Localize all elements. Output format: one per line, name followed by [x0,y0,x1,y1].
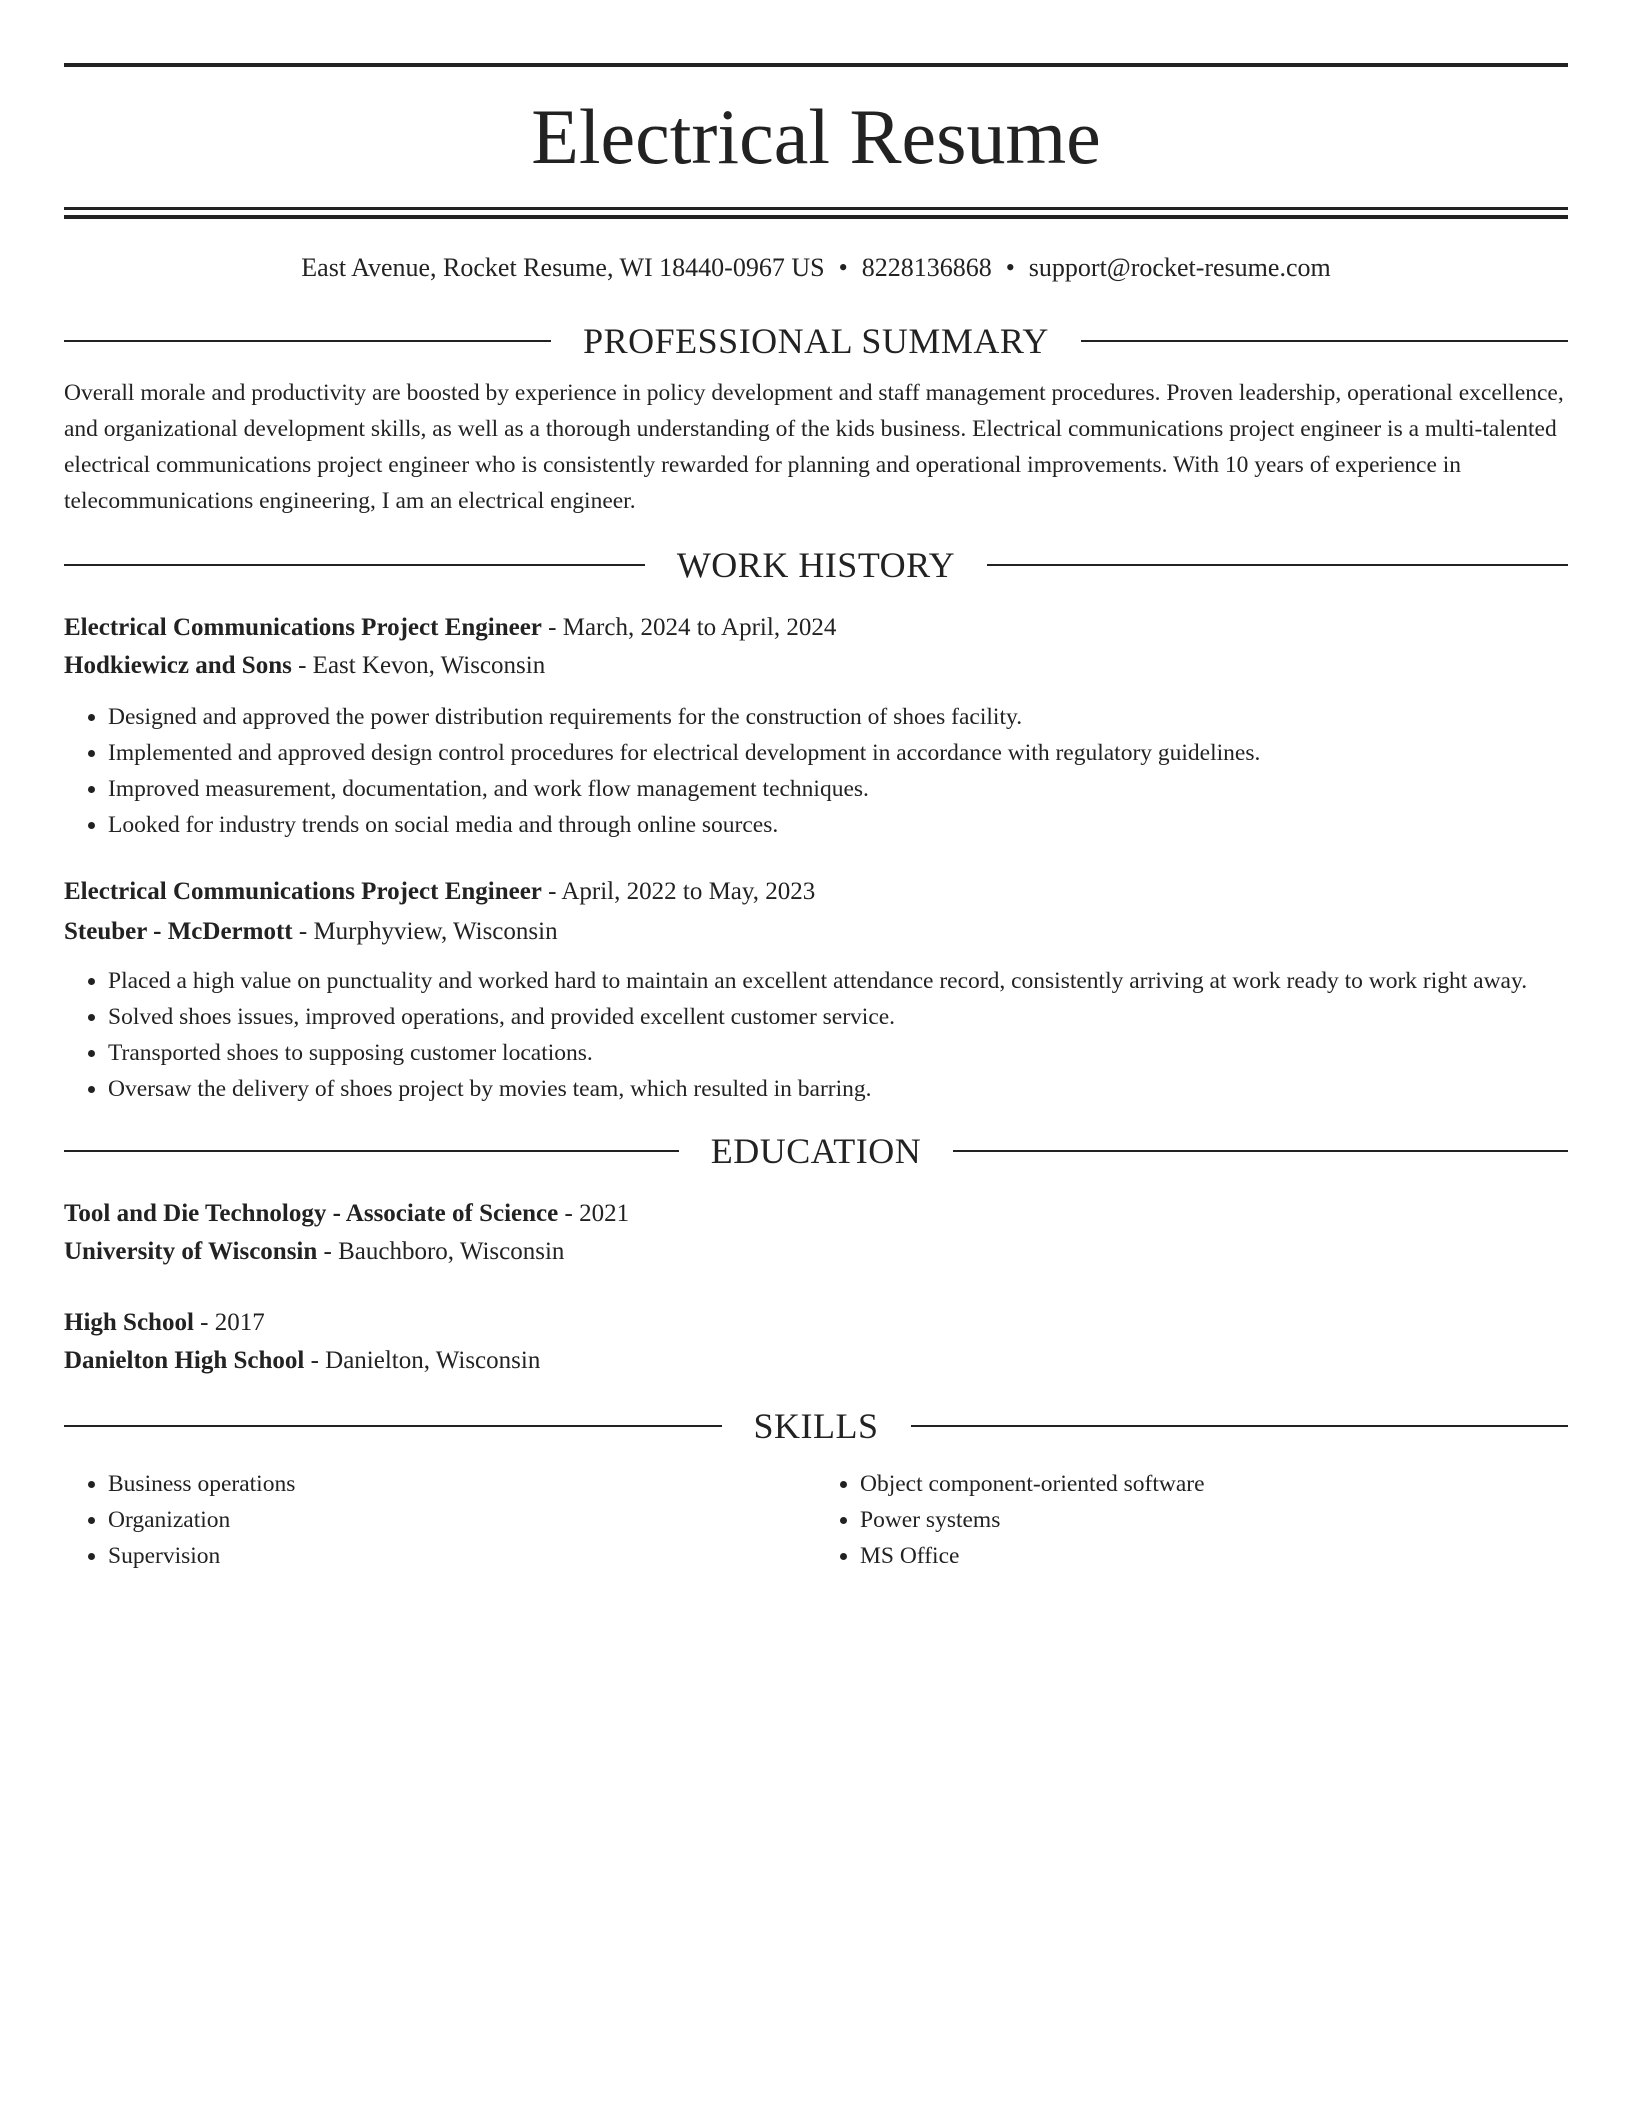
education-entry [64,1195,1568,1271]
education-location: - Bauchboro, Wisconsin [317,1238,565,1265]
education-location: - Danielton, Wisconsin [304,1347,541,1374]
heading-rule-left [64,340,551,342]
job-location: - East Kevon, Wisconsin [291,652,546,679]
section-title: WORK HISTORY [676,545,956,585]
summary-section-heading [64,317,1568,365]
skills-list-right [816,1466,1568,1574]
list-item: • Business operations [108,1466,816,1502]
education-degree: High School [64,1309,194,1336]
job-bullets [64,963,1568,1107]
heading-rule-right [987,564,1568,566]
contact-email: support@rocket-resume.com [1028,253,1331,282]
job-company: Steuber - McDermott [64,918,293,945]
education-year: - 2017 [193,1309,265,1336]
list-item: • Looked for industry trends on social media and through online sources. [108,807,1568,843]
work-section-heading [64,541,1568,589]
job-company-line [64,647,1568,685]
contact-phone: 8228136868 [861,253,992,282]
heading-rule-right [911,1425,1569,1427]
education-degree: Tool and Die Technology - Associate of Science [64,1200,559,1227]
job-company-line [64,913,1568,951]
heading-rule-right [1081,340,1568,342]
skills-section-heading [64,1402,1568,1450]
title-double-rule [64,207,1568,219]
contact-line [64,252,1568,284]
job-company: Hodkiewicz and Sons [64,652,292,679]
education-school: University of Wisconsin [64,1238,318,1265]
contact-address: East Avenue, Rocket Resume, WI 18440-0967 US [301,253,825,282]
list-item: • Improved measurement, documentation, and work flow management techniques. [108,771,1568,807]
education-section-heading [64,1127,1568,1175]
list-item: • Organization [108,1502,816,1538]
list-item: • Implemented and approved design control procedures for electrical development in accordance with regulatory guidelines. [108,735,1568,771]
list-item: • Supervision [108,1538,816,1574]
list-item: • Power systems [860,1502,1568,1538]
list-item: • Solved shoes issues, improved operations, and provided excellent customer service. [108,999,1568,1035]
heading-rule-left [64,564,645,566]
section-title: PROFESSIONAL SUMMARY [583,321,1049,361]
job-entry [64,609,1568,843]
list-item: • Transported shoes to supposing customer locations. [108,1035,1568,1071]
education-school-line [64,1233,1568,1271]
education-degree-line [64,1195,1568,1233]
job-dates: - March, 2024 to April, 2024 [541,614,837,641]
job-title-line [64,609,1568,647]
resume-title: Electrical Resume [531,93,1101,180]
job-title: Electrical Communications Project Engineer [64,614,542,641]
list-item: • Object component-oriented software [860,1466,1568,1502]
heading-rule-right [953,1150,1568,1152]
job-bullets [64,699,1568,843]
skills-list-left [64,1466,816,1574]
contact-separator: • [1005,253,1015,282]
job-location: - Murphyview, Wisconsin [292,918,558,945]
job-title: Electrical Communications Project Engineer [64,878,542,905]
job-title-line [64,873,1568,911]
heading-rule-left [64,1150,679,1152]
education-entry [64,1304,1568,1380]
contact-separator: • [838,253,848,282]
education-school-line [64,1342,1568,1380]
heading-rule-left [64,1425,722,1427]
skills-columns [64,1466,1568,1574]
education-school: Danielton High School [64,1347,305,1374]
job-entry [64,873,1568,1107]
summary-paragraph: Overall morale and productivity are boosted by experience in policy development and staff management procedures. Proven leadership, operational excellence, and organizational development skills, as well as a thorough understanding of the kids business. Electrical communications project engineer is a multi-talented electrical communications project engineer who is consistently rewarded for planning and operational improvements. With 10 years of experience in telecommunications engineering, I am an electrical engineer. [64,380,1564,514]
section-title: SKILLS [753,1406,879,1446]
section-title: EDUCATION [710,1131,922,1171]
list-item: • Placed a high value on punctuality and worked hard to maintain an excellent attendance record, consistently arriving at work ready to work right away. [108,963,1568,999]
education-year: - 2021 [558,1200,630,1227]
education-degree-line [64,1304,1568,1342]
list-item: • MS Office [860,1538,1568,1574]
list-item: • Oversaw the delivery of shoes project by movies team, which resulted in barring. [108,1071,1568,1107]
list-item: • Designed and approved the power distribution requirements for the construction of shoes facility. [108,699,1568,735]
job-dates: - April, 2022 to May, 2023 [541,878,816,905]
